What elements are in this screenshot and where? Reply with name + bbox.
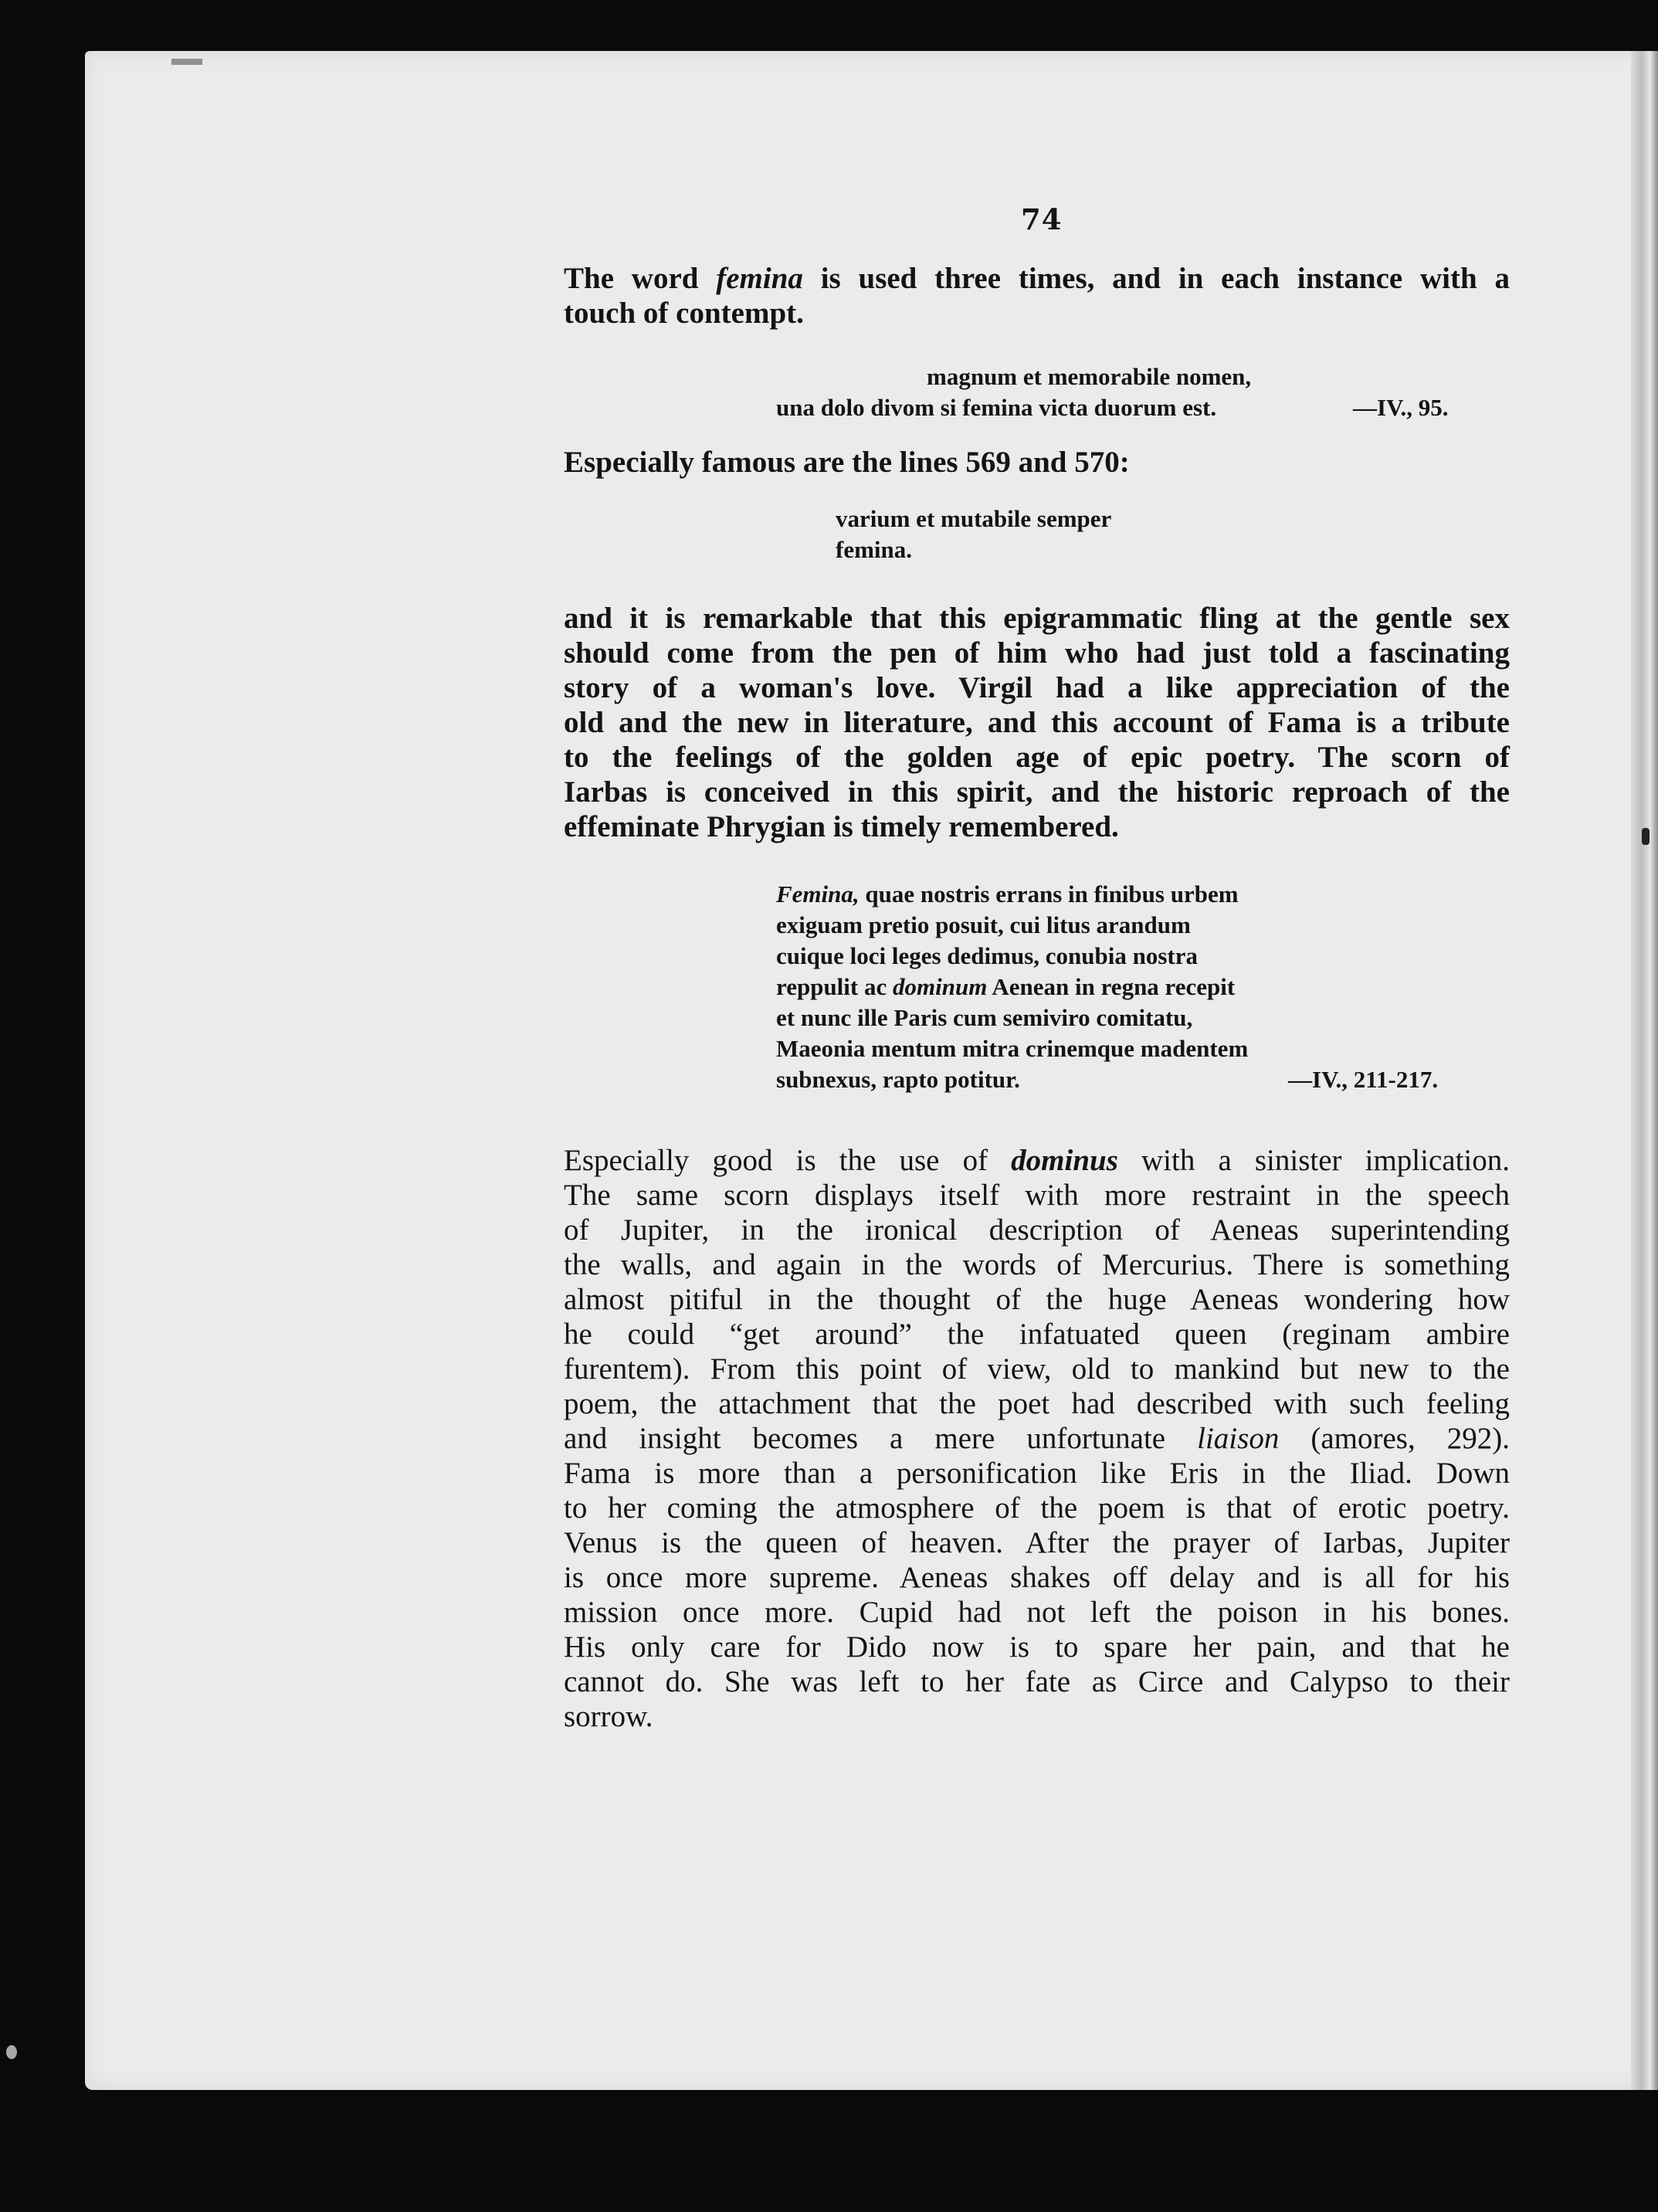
paragraph-line: and insight becomes a mere unfortunate liaison (amores, 292). [564,1422,1510,1455]
page-edge [1631,51,1658,2090]
paragraph-line: sorrow. [564,1700,653,1733]
paragraph-line: he could “get around” the infatuated queen (reginam ambire [564,1318,1510,1351]
paragraph-line: Iarbas is conceived in this spirit, and the historic reproach of the [564,775,1510,809]
paragraph-4 [564,1143,1510,1734]
paragraph-line: old and the new in literature, and this account of Fama is a tribute [564,706,1510,739]
paragraph-line: effeminate Phrygian is timely remembered. [564,810,1119,843]
paragraph-line: should come from the pen of him who had just told a fascinating [564,636,1510,670]
paragraph-line: poem, the attachment that the poet had described with such feeling [564,1387,1510,1420]
paragraph-line: The word femina is used three times, and in each instance with a [564,262,1510,295]
verse-line: et nunc ille Paris cum semiviro comitatu, [776,1004,1193,1031]
paragraph-line: touch of contempt. [564,297,804,330]
paragraph-line: Especially good is the use of dominus with a sinister implication. [564,1144,1510,1177]
scan-mark [171,59,202,65]
paragraph-3 [564,601,1510,844]
verse-line: subnexus, rapto potitur. [776,1066,1020,1093]
paragraph-line: His only care for Dido now is to spare her pain, and that he [564,1630,1510,1664]
paragraph-line: story of a woman's love. Virgil had a like appreciation of the [564,671,1510,704]
verse-line: reppulit ac dominum Aenean in regna recepit [776,973,1236,1000]
paragraph-line: mission once more. Cupid had not left the poison in his bones. [564,1596,1510,1629]
verse-line: varium et mutabile semper [836,505,1112,532]
paragraph-line: is once more supreme. Aeneas shakes off delay and is all for his [564,1561,1510,1594]
paragraph-line: to her coming the atmosphere of the poem is that of erotic poetry. [564,1491,1510,1525]
verse-line: Femina, quae nostris errans in finibus urbem [776,880,1239,908]
verse-line: magnum et memorabile nomen, [927,363,1252,390]
paragraph-line: cannot do. She was left to her fate as Circe and Calypso to their [564,1665,1510,1698]
verse-block [836,504,1111,565]
paragraph-line: to the feelings of the golden age of epic poetry. The scorn of [564,741,1510,774]
paragraph-line: of Jupiter, in the ironical description of Aeneas superintending [564,1213,1510,1247]
edge-mark [1642,828,1650,845]
page-number: 74 [1021,202,1063,236]
verse-line: cuique loci leges dedimus, conubia nostra [776,942,1198,969]
paragraph-line: furentem). From this point of view, old to mankind but new to the [564,1352,1510,1386]
verse-block [776,879,1248,1095]
paragraph-line: Venus is the queen of heaven. After the prayer of Iarbas, Jupiter [564,1526,1510,1559]
paragraph-line: the walls, and again in the words of Mercurius. There is something [564,1248,1510,1281]
paragraph-2: Especially famous are the lines 569 and 570: [564,446,1130,479]
paragraph-line: Fama is more than a personification like Eris in the Iliad. Down [564,1457,1510,1490]
verse-line: Maeonia mentum mitra crinemque madentem [776,1035,1249,1062]
verse-line: exiguam pretio posuit, cui litus arandum [776,911,1191,938]
verse-reference: —IV., 95. [1353,394,1449,421]
verse-line: femina. [836,536,913,563]
paragraph-line: almost pitiful in the thought of the huge Aeneas wondering how [564,1283,1510,1316]
paragraph-line: and it is remarkable that this epigrammatic fling at the gentle sex [564,602,1510,635]
paragraph-1 [564,261,1510,331]
paragraph-line: The same scorn displays itself with more restraint in the speech [564,1179,1510,1212]
verse-line: una dolo divom si femina victa duorum est. [776,394,1217,421]
scan-artifact [6,2045,17,2059]
verse-reference: —IV., 211-217. [1288,1066,1439,1093]
